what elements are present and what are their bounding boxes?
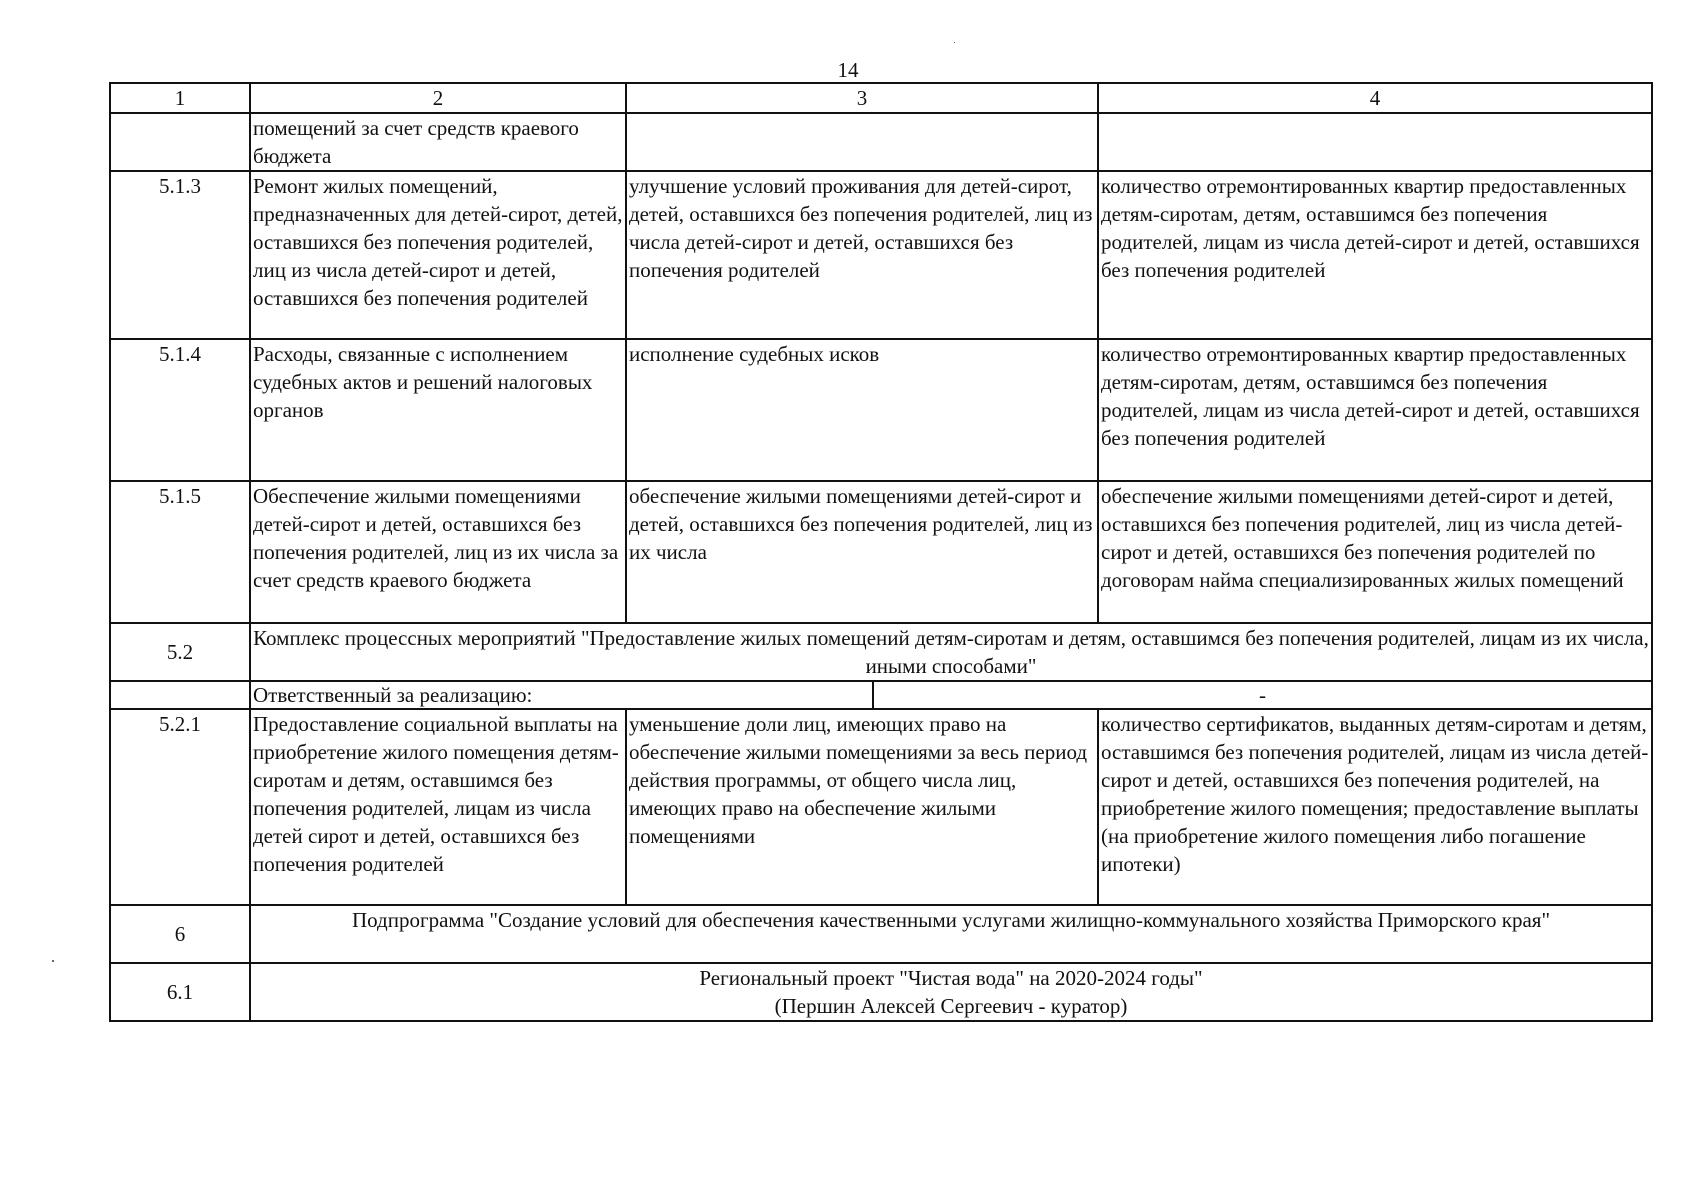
project-curator: (Першин Алексей Сергеевич - куратор) <box>774 994 1128 1018</box>
header-cell-4: 4 <box>1098 83 1652 113</box>
row-number <box>110 113 250 171</box>
document-table <box>109 82 1653 1022</box>
section-row <box>110 963 1652 1021</box>
row-number: 5.2.1 <box>110 709 250 905</box>
responsible-split <box>251 682 1651 708</box>
measure-name-cell: Обеспечение жилыми помещениями детей-сирот и детей, оставшихся без попечения родителей, лиц из их числа за счет средств краевого бюджета <box>250 481 626 623</box>
scan-speck <box>954 42 955 43</box>
row-number: 5.1.5 <box>110 481 250 623</box>
table-row <box>110 709 1652 905</box>
responsible-cell <box>250 681 1652 709</box>
measure-name-cell: Ремонт жилых помещений, предназначенных для детей-сирот, детей, оставшихся без попечения родителей, лиц из числа детей-сирот и детей, оставшихся без попечения родителей <box>250 171 626 339</box>
section-row <box>110 905 1652 963</box>
indicator-cell: количество сертификатов, выданных детям-сиротам и детям, оставшимся без попечения родителей, лицам из числа детей-сирот и детей, оставшихся без попечения родителей, на приобретение жилого помещения; предоставление выплаты (на приобретение жилого помещения либо погашение ипотеки) <box>1098 709 1652 905</box>
indicator-cell: обеспечение жилыми помещениями детей-сирот и детей, оставшихся без попечения родителей, лиц из числа детей-сирот и детей, оставшихся без попечения родителей по договорам найма специализированных жилых помещений <box>1098 481 1652 623</box>
task-cell: уменьшение доли лиц, имеющих право на обеспечение жилыми помещениями за весь период действия программы, от общего числа лиц, имеющих право на обеспечение жилыми помещениями <box>626 709 1098 905</box>
task-cell: исполнение судебных исков <box>626 339 1098 481</box>
row-number: 5.1.3 <box>110 171 250 339</box>
measure-name-cell: Расходы, связанные с исполнением судебных актов и решений налоговых органов <box>250 339 626 481</box>
table-header-row <box>110 83 1652 113</box>
measure-name-cell: помещений за счет средств краевого бюджета <box>250 113 626 171</box>
section-number: 6 <box>110 905 250 963</box>
section-number: 5.2 <box>110 623 250 681</box>
table-row <box>110 113 1652 171</box>
table-row <box>110 339 1652 481</box>
scan-speck <box>52 960 54 962</box>
task-cell <box>626 113 1098 171</box>
section-title: Комплекс процессных мероприятий "Предоставление жилых помещений детям-сиротам и детям, оставшимся без попечения родителей, лицам из их числа, иными способами" <box>250 623 1652 681</box>
responsible-row <box>110 681 1652 709</box>
project-cell <box>250 963 1652 1021</box>
table-row <box>110 481 1652 623</box>
page-number: 14 <box>837 58 859 82</box>
section-row <box>110 623 1652 681</box>
table-row <box>110 171 1652 339</box>
indicator-cell: количество отремонтированных квартир предоставленных детям-сиротам, детям, оставшимся без попечения родителей, лицам из числа детей-сирот и детей, оставшихся без попечения родителей <box>1098 339 1652 481</box>
indicator-cell: количество отремонтированных квартир предоставленных детям-сиротам, детям, оставшимся без попечения родителей, лицам из числа детей-сирот и детей, оставшихся без попечения родителей <box>1098 171 1652 339</box>
responsible-label: Ответственный за реализацию: <box>251 682 874 708</box>
indicator-cell <box>1098 113 1652 171</box>
task-cell: обеспечение жилыми помещениями детей-сирот и детей, оставшихся без попечения родителей, лиц из их числа <box>626 481 1098 623</box>
section-title: Подпрограмма "Создание условий для обеспечения качественными услугами жилищно-коммунального хозяйства Приморского края" <box>250 905 1652 963</box>
header-cell-1: 1 <box>110 83 250 113</box>
measure-name-cell: Предоставление социальной выплаты на приобретение жилого помещения детям-сиротам и детям, оставшимся без попечения родителей, лицам из числа детей сирот и детей, оставшихся без попечения родителей <box>250 709 626 905</box>
responsible-value: - <box>1259 683 1266 707</box>
section-number: 6.1 <box>110 963 250 1021</box>
empty-number-cell <box>110 681 250 709</box>
header-cell-3: 3 <box>626 83 1098 113</box>
task-cell: улучшение условий проживания для детей-сирот, детей, оставшихся без попечения родителей, лиц из числа детей-сирот и детей, оставшихся без попечения родителей <box>626 171 1098 339</box>
header-cell-2: 2 <box>250 83 626 113</box>
row-number: 5.1.4 <box>110 339 250 481</box>
project-title: Региональный проект "Чистая вода" на 2020-2024 годы" <box>699 966 1203 990</box>
